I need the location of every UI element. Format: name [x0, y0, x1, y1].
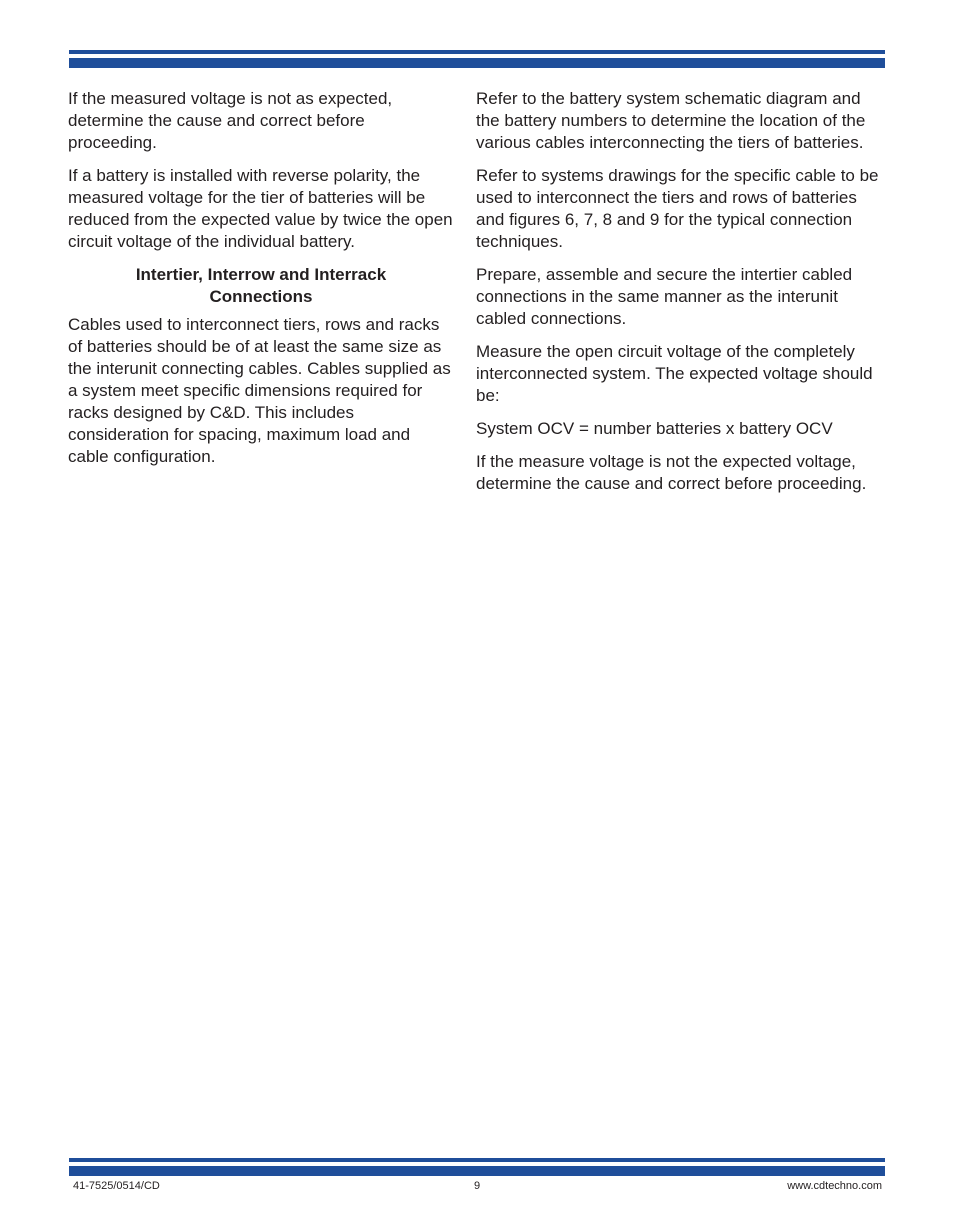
header-rule: [69, 50, 885, 68]
paragraph: If a battery is installed with reverse polarity, the measured voltage for the tier of batteries will be reduced from the expected value by twice the open circuit voltage of the individual battery.: [68, 166, 453, 251]
paragraph: If the measure voltage is not the expected voltage, determine the cause and correct before proceeding.: [476, 452, 867, 493]
right-column: [476, 88, 886, 506]
left-column: [68, 88, 454, 479]
paragraph: If the measured voltage is not as expected, determine the cause and correct before proceeding.: [68, 89, 393, 152]
footer-rule: [69, 1158, 885, 1176]
paragraph: Prepare, assemble and secure the intertier cabled connections in the same manner as the interunit cabled connections.: [476, 265, 853, 328]
paragraph: Refer to the battery system schematic diagram and the battery numbers to determine the location of the various cables interconnecting the tiers of batteries.: [476, 89, 866, 152]
formula-line: System OCV = number batteries x battery OCV: [476, 419, 833, 438]
paragraph: Cables used to interconnect tiers, rows and racks of batteries should be of at least the same size as the interunit connecting cables. Cables supplied as a system meet specific dimensions required for racks designed by C&D. This includes consideration for spacing, maximum load and cable configuration.: [68, 315, 451, 466]
paragraph: Measure the open circuit voltage of the completely interconnected system. The expected voltage should be:: [476, 342, 873, 405]
document-number: 41-7525/0514/CD: [73, 1180, 160, 1192]
website-url: www.cdtechno.com: [787, 1180, 882, 1192]
section-heading: Intertier, Interrow and Interrack Connections: [135, 265, 387, 306]
page-number: 9: [473, 1180, 481, 1192]
paragraph: Refer to systems drawings for the specific cable to be used to interconnect the tiers and rows of batteries and figures 6, 7, 8 and 9 for the typical connection techniques.: [476, 166, 879, 251]
